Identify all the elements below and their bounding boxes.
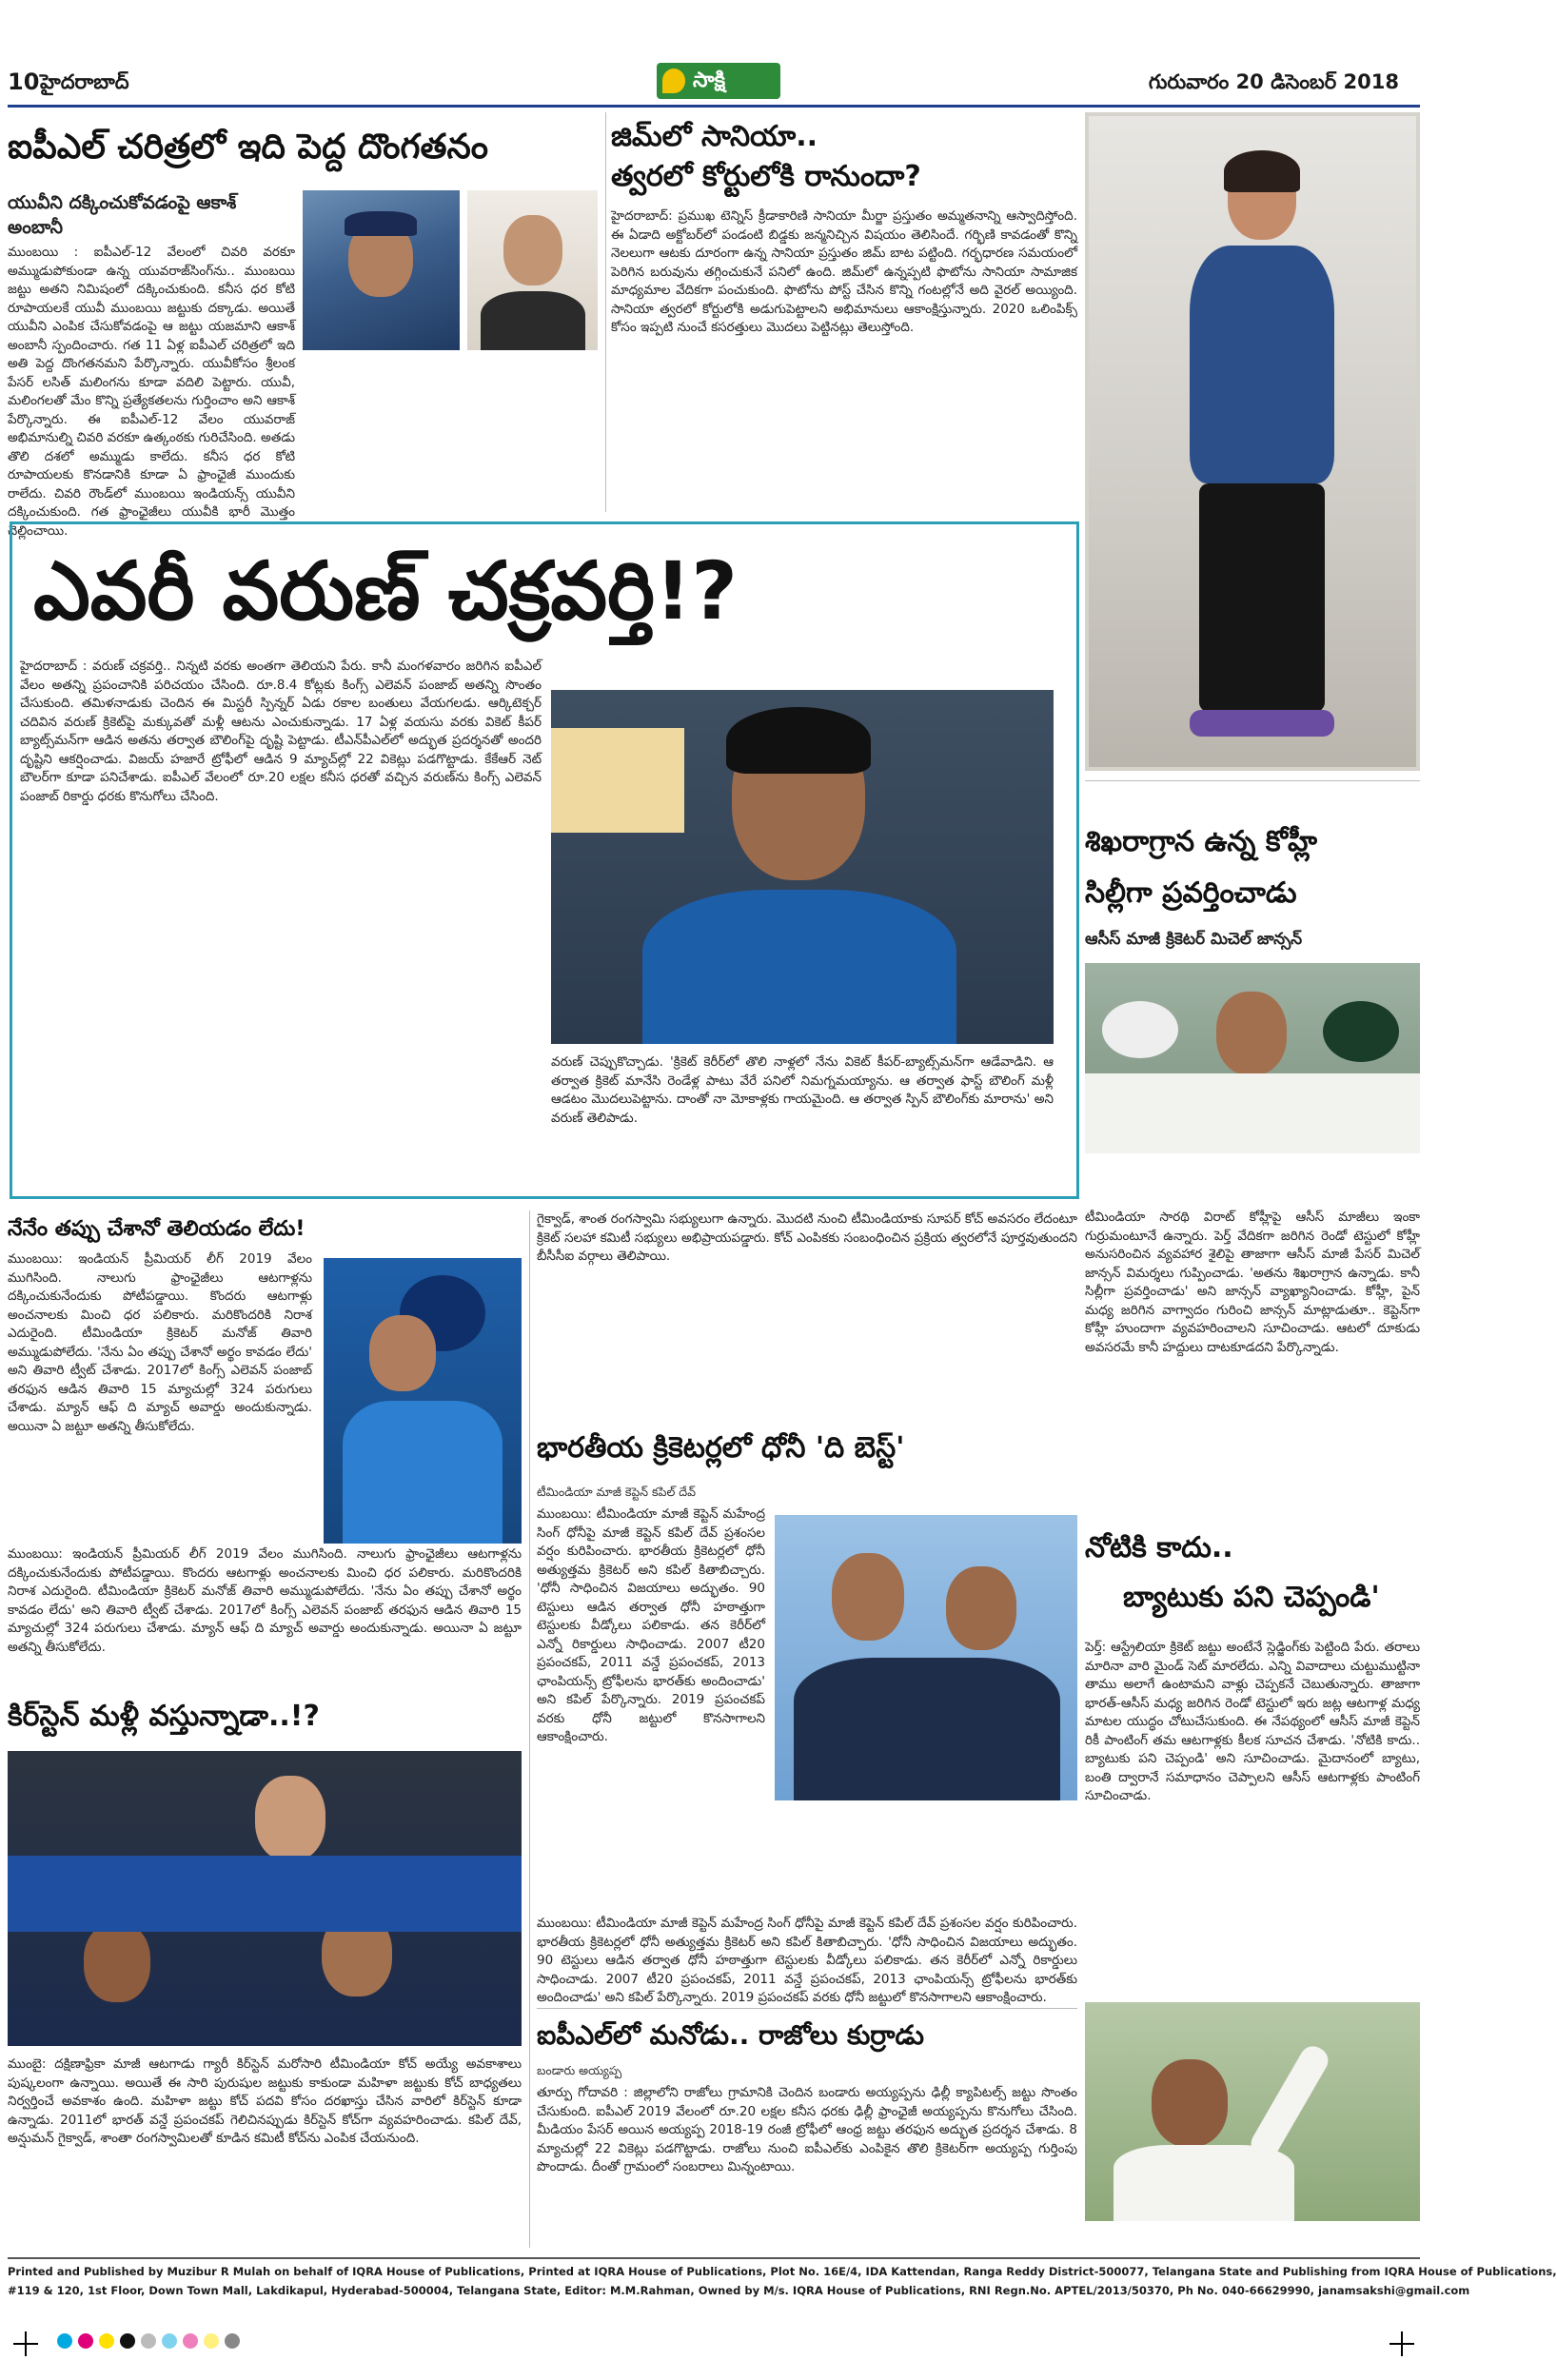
article-headline: నేనేం తప్పు చేశానో తెలియడం లేదు! xyxy=(8,1217,305,1241)
crosshair-v xyxy=(25,2331,27,2356)
article-headline: కిర్‌స్టెన్ మళ్లీ వస్తున్నాడా..!? xyxy=(8,1700,320,1733)
print-registration-bar xyxy=(0,2322,1428,2370)
article-kirsten xyxy=(8,1694,522,2227)
article-tiwari xyxy=(8,1210,522,1690)
article-body: పెర్త్: ఆస్ట్రేలియా క్రికెట్ జట్టు అంటేనే స్లెడ్జింగ్‌కు పెట్టింది పేరు. తరాలు మారినా వారి మైండ్ సెట్ మారలేదు. ఎన్ని వివాదాలు చుట్టుముట్టినా తాము అలాగే ఉంటామని వాళ్లు చెప్పకనే చెబుతున్నారు. తాజాగా భారత్-ఆసీస్ మధ్య జరిగిన రెండో టెస్టులో ఇరు జట్ల ఆటగాళ్ల మధ్య మాటల యుద్ధం చోటుచేసుకుంది. ఈ నేపథ్యంలో ఆసీస్ మాజీ కెప్టెన్ రికీ పాంటింగ్ తమ ఆటగాళ్లకు కీలక సూచన చేశాడు. 'నోటికి కాదు.. బ్యాటుకు పని చెప్పండి' అని సూచించాడు. మైదానంలో బ్యాటు, బంతి ద్వారానే సమాధానం చెప్పాలని ఆసీస్ ఆటగాళ్లకు పాంటింగ్ సూచించాడు. xyxy=(1085,1640,1420,1803)
logo-text: సాక్షి xyxy=(693,69,726,92)
crosshair-v xyxy=(1401,2331,1403,2356)
person-leggings xyxy=(1199,483,1325,712)
player-cap xyxy=(345,211,417,236)
imprint-line-1: Printed and Published by Muzibur R Mulah on behalf of IQRA House of Publications, Printed at IQRA House of Publications, Plot No. 16E/4, IDA Kattendan, Ranga Reddy District-500077, Telangana State and Publishing from IQRA House of Publications, xyxy=(8,2265,1557,2278)
swatch-magenta-2 xyxy=(183,2333,198,2349)
logo-leaf-icon xyxy=(662,69,685,93)
swatch-gray-2 xyxy=(225,2333,240,2349)
imprint-line-2: #119 & 120, 1st Floor, Down Town Mall, Lakdikapul, Hyderabad-500004, Telangana State, Editor: M.M.Rahman, Owned by M/s. IQRA House of Publications, RNI Regn.No. APTEL/2013/50370, Ph No. 040-66629990, janamsakshi@gmail.com xyxy=(8,2284,1470,2297)
person-suit xyxy=(481,291,585,350)
article-kohli xyxy=(1085,780,1420,1218)
masthead-rule xyxy=(8,105,1420,108)
swatch-yellow-2 xyxy=(204,2333,219,2349)
kohli-article-body: టీమిండియా సారథి విరాట్ కోహ్లీపై ఆసీస్ మాజీలు ఇంకా గుర్రుమంటూనే ఉన్నారు. పెర్త్ వేదికగా జరిగిన రెండో టెస్టులో కోహ్లీ అనుసరించిన వ్యవహార శైలిపై తాజాగా ఆసీస్ మాజీ పేసర్ మిచెల్ జాన్సన్ విమర్శలు గుప్పించాడు. 'అతను శిఖరాగ్రాన ఉన్నాడు. కానీ సిల్లీగా ప్రవర్తించాడు' అని జాన్సన్ వ్యాఖ్యానించాడు. కోహ్లీ, పైన్ మధ్య జరిగిన వాగ్వాదం గురించి జాన్సన్ మాట్లాడుతూ.. కెప్టెన్‌గా కోహ్లీ హుందాగా వ్యవహరించాలని సూచించాడు. ఆటలో దూకుడు అవసరమే కానీ హద్దులు దాటకూడదని పేర్కొన్నాడు. xyxy=(1085,1210,1420,1355)
tiwari-photo xyxy=(324,1258,522,1544)
article-varun-box xyxy=(10,521,1079,1199)
article-subhead: ఆసీస్ మాజీ క్రికెటర్ మిచెల్ జాన్సన్ xyxy=(1085,930,1303,949)
article-ponting xyxy=(1085,1209,1420,1970)
article-headline: ఐపీఎల్ చరిత్రలో ఇది పెద్ద దొంగతనం xyxy=(8,128,488,167)
article-body: ముంబయి : ఐపీఎల్-12 వేలంలో చివరి వరకూ అమ్ముడుపోకుండా ఉన్న యువరాజ్‌సింగ్‌ను.. ముంబయి జట్టు అతని నిమిషంలో దక్కించుకుంది. కనీస ధర కోటి రూపాయలకే యువీ ముంబయి జట్టుకు దక్కాడు. అయితే యువీని ఎంపిక చేసుకోవడంపై ఆ జట్టు యజమాని ఆకాశ్ అంబానీ స్పందించారు. గత 11 ఏళ్ల ఐపీఎల్ చరిత్రలో ఇది అతి పెద్ద దొంగతనమని పేర్కొన్నారు. యువీకోసం శ్రీలంక పేసర్ లసిత్ మలింగను కూడా వదిలి పెట్టారు. యువీ, మలింగలతో మేం కొన్ని ప్రత్యేకతలను గుర్తించాం అని ఆకాశ్ పేర్కొన్నారు. ఈ ఐపీఎల్-12 వేలం యువరాజ్ అభిమానుల్ని చివరి వరకూ ఉత్కంఠకు గురిచేసింది. అతడు తొలి దశలో అమ్ముడు కాలేదు. కనీస ధర కోటి రూపాయలకు కొనడానికి కూడా ఏ ఫ్రాంఛైజీ ముందుకు రాలేదు. చివరి రౌండ్‌లో ముంబయి ఇండియన్స్ యువీని దక్కించుకుంది. గత ఫ్రాంఛైజీలు యువీకి భారీ మొత్తం చెల్లించాయి. xyxy=(8,245,295,539)
dhoni-face xyxy=(946,1566,1016,1650)
kapil-dhoni-photo xyxy=(775,1515,1077,1800)
player-face-1 xyxy=(84,1922,150,2002)
article-headline-line1: నోటికి కాదు.. xyxy=(1085,1531,1233,1564)
article-body: ముంబయి: ఇండియన్ ప్రీమియర్ లీగ్ 2019 వేలం ముగిసింది. నాలుగు ఫ్రాంఛైజీలు ఆటగాళ్లను దక్కించుకునేందుకు పోటీపడ్డాయి. కొందరు ఆటగాళ్లు అంచనాలకు మించి ధర పలికారు. మరికొందరికి నిరాశ ఎదురైంది. టీమిండియా క్రికెటర్ మనోజ్ తివారి అమ్ముడుపోలేదు. 'నేను ఏం తప్పు చేశానో అర్థం కావడం లేదు' అని తివారి ట్వీట్ చేశాడు. 2017లో కింగ్స్ ఎలెవన్ పంజాబ్ తరఫున ఆడిన తివారి 15 మ్యాచుల్లో 324 పరుగులు చేశాడు. మ్యాన్ ఆఫ్ ది మ్యాచ్ అవార్డు అందుకున్నాడు. అయినా ఏ జట్టూ అతన్ని తీసుకోలేదు. xyxy=(8,1251,312,1434)
article-headline: భారతీయ క్రికెటర్లలో ధోనీ 'ది బెస్ట్' xyxy=(537,1431,905,1465)
article-body-cont xyxy=(8,356,598,508)
person-hair xyxy=(1224,150,1300,192)
article-yuvi xyxy=(8,112,598,539)
player-hair xyxy=(726,707,871,774)
article-headline-line2: త్వరలో కోర్టులోకి రానుందా? xyxy=(611,160,921,193)
player-jersey xyxy=(642,890,956,1044)
player-face xyxy=(369,1315,436,1391)
varun-photo xyxy=(551,690,1054,1044)
section-name: హైదరాబాద్ xyxy=(40,70,129,93)
swatch-gray xyxy=(141,2333,156,2349)
article-byline: టీమిండియా మాజీ కెప్టెన్ కపిల్ దేవ్ xyxy=(537,1485,696,1499)
players-shirts xyxy=(1085,1073,1420,1153)
swatch-cyan xyxy=(57,2333,72,2349)
person-top xyxy=(1190,246,1334,483)
article-headline-line2: బ్యాటుకు పని చెప్పండి' xyxy=(1123,1581,1380,1614)
article-headline: ఐపీఎల్‌లో మనోడు.. రాజోలు కుర్రాడు xyxy=(537,2019,924,2051)
article-body: ముంబయి: టీమిండియా మాజీ కెప్టెన్ మహేంద్ర సింగ్ ధోనీపై మాజీ కెప్టెన్ కపిల్ దేవ్ ప్రశంసల వర్షం కురిపించారు. భారతీయ క్రికెటర్లలో ధోనీ అత్యుత్తమ క్రికెటర్ అని కపిల్ కితాబిచ్చారు. 'ధోనీ సాధించిన విజయాలు అద్భుతం. 90 టెస్టులు ఆడిన తర్వాత ధోనీ హఠాత్తుగా టెస్టులకు వీడ్కోలు పలికాడు. తన కెరీర్‌లో ఎన్నో రికార్డులు సాధించాడు. 2007 టీ20 ప్రపంచకప్, 2011 వన్డే ప్రపంచకప్, 2013 ఛాంపియన్స్ ట్రోఫీలను భారత్‌కు అందించాడు' అని కపిల్ పేర్కొన్నారు. 2019 ప్రపంచకప్ వరకు ధోనీ జట్టులో కొనసాగాలని ఆకాంక్షించారు. xyxy=(537,1506,765,1744)
banner xyxy=(551,728,684,833)
imprint-footer xyxy=(8,2257,1557,2314)
player-face xyxy=(1152,2059,1228,2147)
article-byline: బండారు అయ్యప్ప xyxy=(537,2063,622,2077)
swatch-black xyxy=(120,2333,135,2349)
article-headline: ఎవరీ వరుణ్ చక్రవర్తి!? xyxy=(33,544,738,638)
article-headline-line1: శిఖరాగ్రాన ఉన్న కోహ్లీ xyxy=(1085,825,1317,858)
coach-face xyxy=(255,1776,325,1861)
masthead-logo xyxy=(657,63,780,99)
ayyappa-photo xyxy=(1085,2002,1420,2221)
akash-ambani-photo xyxy=(467,190,598,350)
article-headline-line2: సిల్లీగా ప్రవర్తించాడు xyxy=(1085,876,1297,910)
article-subhead: యువీని దక్కించుకోవడంపై ఆకాశ్ అంబానీ xyxy=(8,192,237,238)
article-body-cont: వరుణ్ చెప్పుకొచ్చాడు. 'క్రికెట్ కెరీర్‌లో తొలి నాళ్లలో నేను వికెట్ కీపర్-బ్యాట్స్‌మన్‌గా ఆడేవాడిని. ఆ తర్వాత క్రికెట్ మానేసి రెండేళ్ల పాటు వేరే పనిలో నిమగ్నమయ్యాను. ఆ తర్వాత ఫాస్ట్ బౌలింగ్ మళ్లీ ఆడటం మొదలుపెట్టాను. దాంతో నా మోకాళ్లకు గాయమైంది. ఆ తర్వాత స్పిన్ బౌలింగ్‌కు మారాను' అని వరుణ్ తెలిపాడు. xyxy=(551,1054,1054,1126)
article-ayyappa xyxy=(537,2008,1077,2246)
person-face xyxy=(503,215,562,285)
color-swatches xyxy=(57,2333,1370,2354)
suits xyxy=(794,1658,1060,1800)
jerseys xyxy=(8,1856,522,1932)
article-body: హైదరాబాద్: ప్రముఖ టెన్నిస్ క్రీడాకారిణి సానియా మీర్జా ప్రస్తుతం అమ్మతనాన్ని ఆస్వాదిస్తోంది. ఈ ఏడాది అక్టోబర్‌లో పండంటి బిడ్డకు జన్మనిచ్చిన విషయం తెలిసిందే. గర్భిణి కావడంతో కొన్ని నెలలుగా ఆటకు దూరంగా ఉన్న సానియా ప్రస్తుతం జిమ్ బాట పట్టింది. గర్భధారణ సమయంలో పెరిగిన బరువును తగ్గించుకునే పనిలో ఉంది. జిమ్‌లో ఉన్నప్పటి ఫొటోను సానియా సామాజిక మాధ్యమాల వేదికగా పంచుకుంది. ఫొటోను పోస్ట్ చేసిన కొన్ని గంటల్లోనే అది వైరల్ అయ్యింది. సానియా త్వరలో కోర్టులోకి అడుగుపెట్టాలని అభిమానులు ఆకాంక్షిస్తున్నారు. 2020 ఒలింపిక్స్ కోసం ఇప్పటి నుంచే కసరత్తులు మొదలు పెట్టినట్లు తెలుస్తోంది. xyxy=(611,208,1077,335)
player-jersey xyxy=(343,1401,503,1544)
article-body-cont: ముంబయి: ఇండియన్ ప్రీమియర్ లీగ్ 2019 వేలం ముగిసింది. నాలుగు ఫ్రాంఛైజీలు ఆటగాళ్లను దక్కించుకునేందుకు పోటీపడ్డాయి. కొందరు ఆటగాళ్లు అంచనాలకు మించి ధర పలికారు. మరికొందరికి నిరాశ ఎదురైంది. టీమిండియా క్రికెటర్ మనోజ్ తివారి అమ్ముడుపోలేదు. 'నేను ఏం తప్పు చేశానో అర్థం కావడం లేదు' అని తివారి ట్వీట్ చేశాడు. 2017లో కింగ్స్ ఎలెవన్ పంజాబ్ తరఫున ఆడిన తివారి 15 మ్యాచుల్లో 324 పరుగులు చేశాడు. మ్యాన్ ఆఫ్ ది మ్యాచ్ అవార్డు అందుకున్నాడు. అయినా ఏ జట్టూ అతన్ని తీసుకోలేదు. xyxy=(8,1546,522,1655)
sania-gym-photo xyxy=(1085,112,1420,771)
registration-mark-right xyxy=(1389,2331,1414,2356)
player2-face xyxy=(1216,992,1287,1075)
column-divider xyxy=(605,112,606,512)
article-sania xyxy=(611,112,1077,512)
masthead xyxy=(0,0,1428,109)
page-number: 10 xyxy=(8,69,40,95)
section-rule xyxy=(537,2008,1077,2009)
article-headline-line1: జిమ్‌లో సానియా.. xyxy=(611,120,818,153)
column-divider xyxy=(529,1210,530,2248)
article-body: తూర్పు గోదావరి : జిల్లాలోని రాజోలు గ్రామానికి చెందిన బండారు అయ్యప్పను ఢిల్లీ క్యాపిటల్స్ జట్టు సొంతం చేసుకుంది. ఐపీఎల్ 2019 వేలంలో రూ.20 లక్షల కనీస ధరకు ఢిల్లీ ఫ్రాంఛైజీ అయ్యప్పను కొనుగోలు చేసింది. మీడియం పేసర్ అయిన అయ్యప్ప 2018-19 రంజీ ట్రోఫీలో ఆంధ్ర జట్టు తరఫున అద్భుత ప్రదర్శన చేశాడు. 8 మ్యాచుల్లో 22 వికెట్లు పడగొట్టాడు. రాజోలు నుంచి ఐపీఎల్‌కు ఎంపికైన తొలి క్రికెటర్‌గా అయ్యప్ప గుర్తింపు పొందాడు. దీంతో గ్రామంలో సంబరాలు మిన్నంటాయి. xyxy=(537,2085,1077,2174)
registration-mark-left xyxy=(13,2331,38,2356)
yuvraj-photo xyxy=(303,190,460,350)
kirsten-celebration-photo xyxy=(8,1751,522,2046)
issue-date: గురువారం 20 డిసెంబర్ 2018 xyxy=(1148,70,1399,93)
swatch-magenta xyxy=(78,2333,93,2349)
kohli-photo xyxy=(1085,963,1420,1153)
player1-helmet xyxy=(1102,1001,1178,1058)
person-shoes xyxy=(1190,710,1334,737)
section-rule xyxy=(1085,780,1420,781)
footer-rule xyxy=(8,2257,1420,2259)
swatch-cyan-2 xyxy=(162,2333,177,2349)
kapil-face xyxy=(832,1553,904,1641)
player3-helmet xyxy=(1323,1001,1399,1062)
previous-article-body: గైక్వాడ్, శాంత రంగస్వామి సభ్యులుగా ఉన్నారు. మొదటి నుంచి టీమిండియాకు సూపర్ కోచ్ అవసరం లేదంటూ క్రికెట్ సలహా కమిటీ సభ్యులు అభిప్రాయపడ్డారు. కోచ్ ఎంపికకు సంబంధించిన ప్రక్రియ త్వరలోనే పూర్తవుతుందని బీసీసీఐ వర్గాలు తెలిపాయి. xyxy=(537,1211,1077,1264)
swatch-yellow xyxy=(99,2333,114,2349)
player-arm xyxy=(1247,2041,1333,2163)
article-body: హైదరాబాద్ : వరుణ్ చక్రవర్తి.. నిన్నటి వరకు అంతగా తెలియని పేరు. కానీ మంగళవారం జరిగిన ఐపీఎల్ వేలం అతన్ని ప్రపంచానికి పరిచయం చేసింది. రూ.8.4 కోట్లకు కింగ్స్ ఎలెవన్ పంజాబ్ అతన్ని సొంతం చేసుకుంది. తమిళనాడుకు చెందిన ఈ మిస్టరీ స్పిన్నర్ ఏడు రకాల బంతులు వేయగలడు. ఆర్కిటెక్చర్ చదివిన వరుణ్ క్రికెట్‌పై మక్కువతో మళ్లీ ఆటను ఎంచుకున్నాడు. 17 ఏళ్ల వయసు వరకు వికెట్ కీపర్ బ్యాట్స్‌మన్‌గా ఆడిన అతను తర్వాత బౌలింగ్‌పై దృష్టి పెట్టాడు. టీఎన్‌పీఎల్‌లో అద్భుత ప్రదర్శనతో అందరి దృష్టిని ఆకర్షించాడు. విజయ్ హజారే ట్రోఫీలో ఆడిన 9 మ్యాచ్‌ల్లో 22 వికెట్లు పడగొట్టాడు. కేకేఆర్ నెట్ బౌలర్‌గా కూడా పనిచేశాడు. ఐపీఎల్ వేలంలో రూ.20 లక్షల కనీస ధరతో వచ్చిన వరుణ్‌ను కింగ్స్ ఎలెవన్ పంజాబ్ రికార్డు ధరకు కొనుగోలు చేసింది. xyxy=(20,659,542,804)
article-body: ముంబై: దక్షిణాఫ్రికా మాజీ ఆటగాడు గ్యారీ కిర్‌స్టెన్ మరోసారి టీమిండియా కోచ్ అయ్యే అవకాశాలు పుష్కలంగా ఉన్నాయి. అయితే ఈ సారి పురుషుల జట్టుకు కాకుండా మహిళా జట్టుకు కోచ్ బాధ్యతలు నిర్వర్తించే అవకాశం ఉంది. మహిళా జట్టు కోచ్ పదవి కోసం దరఖాస్తు చేసిన వారిలో కిర్‌స్టెన్ కూడా ఉన్నాడు. 2011లో భారత్ వన్డే ప్రపంచకప్ గెలిచినప్పుడు కిర్‌స్టెన్ కోచ్‌గా వ్యవహరించాడు. కపిల్ దేవ్, అన్షుమన్ గైక్వాడ్, శాంతా రంగస్వామిలతో కూడిన కమిటీ కోచ్‌ను ఎంపిక చేయనుంది. xyxy=(8,2056,522,2146)
article-body-cont: ముంబయి: టీమిండియా మాజీ కెప్టెన్ మహేంద్ర సింగ్ ధోనీపై మాజీ కెప్టెన్ కపిల్ దేవ్ ప్రశంసల వర్షం కురిపించారు. భారతీయ క్రికెటర్లలో ధోనీ అత్యుత్తమ క్రికెటర్ అని కపిల్ కితాబిచ్చారు. 'ధోనీ సాధించిన విజయాలు అద్భుతం. 90 టెస్టులు ఆడిన తర్వాత ధోనీ హఠాత్తుగా టెస్టులకు వీడ్కోలు పలికాడు. తన కెరీర్‌లో ఎన్నో రికార్డులు సాధించాడు. 2007 టీ20 ప్రపంచకప్, 2011 వన్డే ప్రపంచకప్, 2013 ఛాంపియన్స్ ట్రోఫీలను భారత్‌కు అందించాడు' అని కపిల్ పేర్కొన్నారు. 2019 ప్రపంచకప్ వరకు ధోనీ జట్టులో కొనసాగాలని ఆకాంక్షించారు. xyxy=(537,1916,1077,2005)
